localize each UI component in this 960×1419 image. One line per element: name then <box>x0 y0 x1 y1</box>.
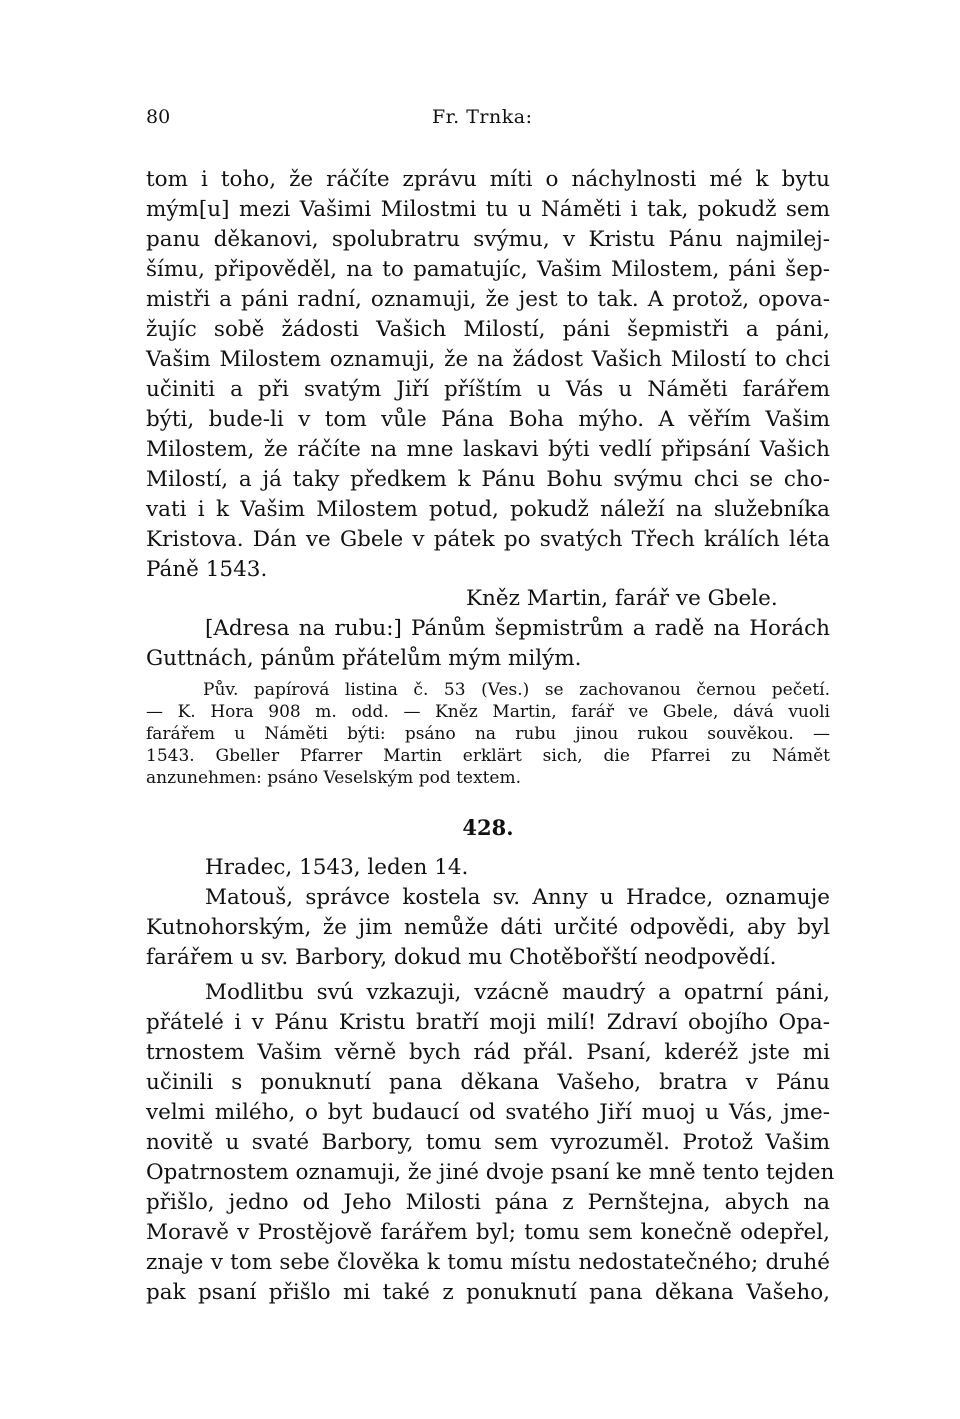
text-line: přátelé i v Pánu Kristu bratří moji milí! Zdraví obojího Opa- <box>146 1010 830 1035</box>
place-date: Hradec, 1543, leden 14. <box>205 855 469 880</box>
address-line: Guttnách, pánům přátelům mým milým. <box>146 646 582 671</box>
text-line: přišlo, jedno od Jeho Milosti pána z Pernštejna, abych na <box>146 1190 830 1215</box>
text-line: šímu, připověděl, na to pamatujíc, Vašim Milostem, páni šep- <box>146 257 830 282</box>
note-line: farářem u Náměti býti: psáno na rubu jinou rukou souvěkou. — <box>146 724 830 744</box>
text-line: novitě u svaté Barbory, tomu sem vyrozuměl. Protož Vašim <box>146 1130 830 1155</box>
text-line: býti, bude-li v tom vůle Pána Boha mýho. A věřím Vašim <box>146 407 830 432</box>
text-line: Modlitbu svú vzkazuji, vzácně maudrý a opatrní páni, <box>205 980 830 1005</box>
text-line: Milostem, že ráčíte na mne laskavi býti vedlí připsání Vašich <box>146 437 830 462</box>
text-line: vati i k Vašim Milostem potud, pokudž náleží na služebníka <box>146 497 830 522</box>
signature: Kněz Martin, farář ve Gbele. <box>466 586 778 611</box>
summary-line: Matouš, správce kostela sv. Anny u Hradce, oznamuje <box>205 885 830 910</box>
page-header <box>146 106 826 136</box>
note-line: — K. Hora 908 m. odd. — Kněz Martin, farář ve Gbele, dává vuoli <box>146 702 830 722</box>
text-line: mistři a páni radní, oznamuji, že jest to tak. A protož, opova- <box>146 287 830 312</box>
text-line: učinili s ponuknutí pana děkana Vašeho, bratra v Pánu <box>146 1070 830 1095</box>
text-line: Vašim Milostem oznamuji, že na žádost Vašich Milostí to chci <box>146 347 830 372</box>
text-line: Páně 1543. <box>146 557 268 582</box>
text-line: žujíc sobě žádosti Vašich Milostí, páni šepmistři a páni, <box>146 317 830 342</box>
page-number: 80 <box>146 106 171 128</box>
note-line: Pův. papírová listina č. 53 (Ves.) se zachovanou černou pečetí. <box>203 680 830 700</box>
text-line: Moravě v Prostějově farářem byl; tomu sem konečně odepřel, <box>146 1220 830 1245</box>
note-line: anzunehmen: psáno Veselským pod textem. <box>146 768 521 788</box>
text-line: Opatrnostem oznamuji, že jiné dvoje psaní ke mně tento tejden <box>146 1160 835 1185</box>
text-line: Milostí, a já taky předkem k Pánu Bohu svýmu chci se cho- <box>146 467 830 492</box>
text-line: mým[u] mezi Vašimi Milostmi tu u Náměti i tak, pokudž sem <box>146 197 830 222</box>
summary-line: farářem u sv. Barbory, dokud mu Chotěbořští neodpovědí. <box>146 945 777 970</box>
note-line: 1543. Gbeller Pfarrer Martin erklärt sich, die Pfarrei zu Námět <box>146 746 830 766</box>
text-line: trnostem Vašim věrně bych rád přál. Psaní, kderéž jste mi <box>146 1040 830 1065</box>
text-line: tom i toho, že ráčíte zprávu míti o náchylnosti mé k bytu <box>146 167 830 192</box>
address-line: [Adresa na rubu:] Pánům šepmistrům a radě na Horách <box>205 616 830 641</box>
text-line: panu děkanovi, spolubratru svýmu, v Kristu Pánu najmilej- <box>146 227 830 252</box>
text-line: učiniti a při svatým Jiří příštím u Vás u Náměti farářem <box>146 377 830 402</box>
document-number: 428. <box>462 815 514 840</box>
summary-line: Kutnohorským, že jim nemůže dáti určité odpovědi, aby byl <box>146 915 830 940</box>
running-head: Fr. Trnka: <box>432 106 533 128</box>
text-line: Kristova. Dán ve Gbele v pátek po svatých Třech králích léta <box>146 527 830 552</box>
text-line: velmi milého, o byt budaucí od svatého Jiří muoj u Vás, jme- <box>146 1100 830 1125</box>
text-line: znaje v tom sebe člověka k tomu místu nedostatečného; druhé <box>146 1250 830 1275</box>
text-line: pak psaní přišlo mi také z ponuknutí pana děkana Vašeho, <box>146 1280 830 1305</box>
